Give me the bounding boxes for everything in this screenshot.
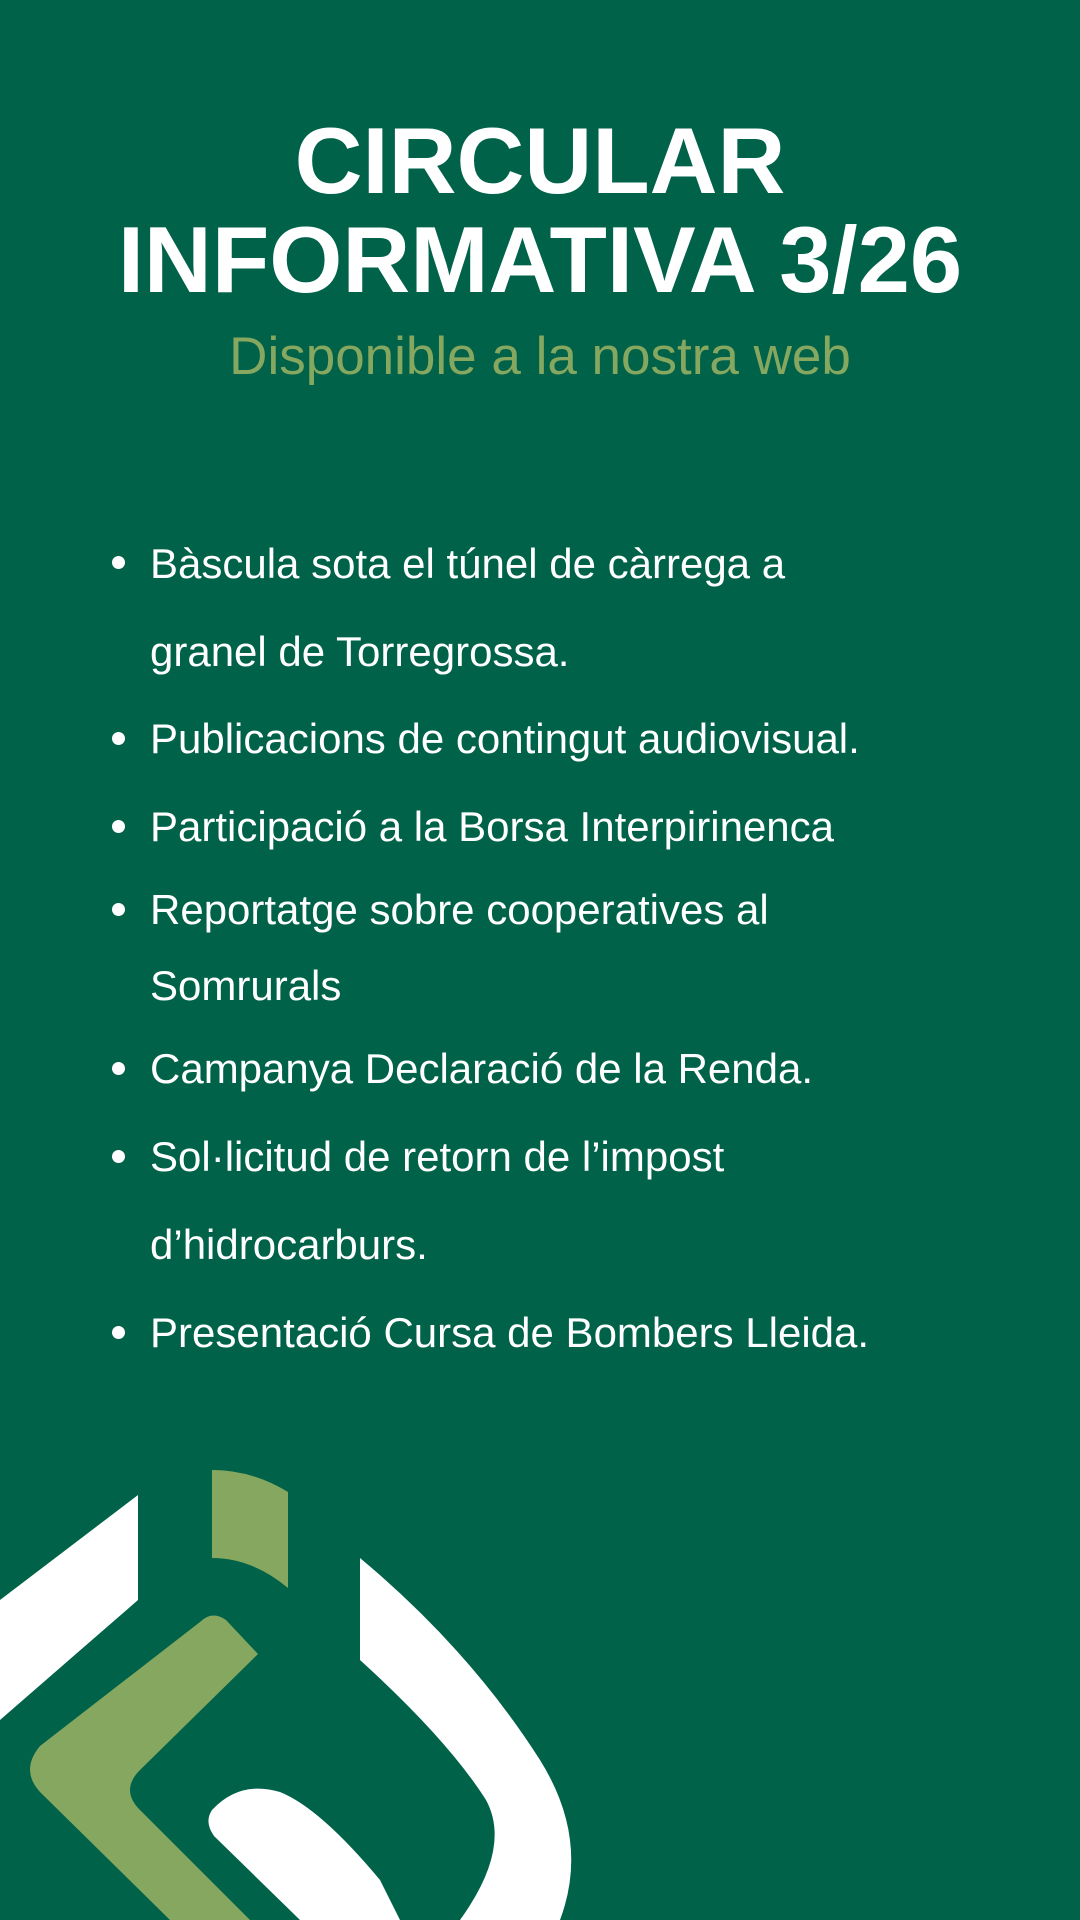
- list-item-line: d’hidrocarburs.: [150, 1221, 428, 1268]
- bullet-icon: [112, 1062, 125, 1075]
- list-item-line: Sol·licitud de retorn de l’impost: [150, 1133, 725, 1180]
- list-item-line: Publicacions de contingut audiovisual.: [150, 715, 860, 762]
- list-item-line: Campanya Declaració de la Renda.: [150, 1045, 814, 1092]
- cooperative-leaf-logo-icon: [0, 1440, 600, 1920]
- list-item: [150, 711, 1030, 767]
- bullet-icon: [112, 732, 125, 745]
- list-item: [150, 799, 1030, 855]
- logo-right-white-shape: [360, 1558, 571, 1920]
- bullet-icon: [112, 820, 125, 833]
- list-item: [150, 536, 1030, 680]
- list-item-line: granel de Torregrossa.: [150, 628, 570, 675]
- bullet-icon: [112, 1150, 125, 1163]
- list-item-line: Somrurals: [150, 962, 342, 1009]
- list-item-line: Reportatge sobre cooperatives al: [150, 886, 769, 933]
- list-item-line: Participació a la Borsa Interpirinenca: [150, 803, 835, 850]
- list-item: [150, 1305, 1030, 1361]
- logo-white-drop-shape: [208, 1789, 400, 1920]
- list-item: [150, 1041, 1030, 1097]
- title-line-1: CIRCULAR: [294, 108, 786, 213]
- subtitle: Disponible a la nostra web: [229, 327, 851, 386]
- bullet-icon: [112, 556, 125, 569]
- logo-green-leaf-shape: [212, 1470, 288, 1588]
- title-line-2: INFORMATIVA 3/26: [117, 207, 963, 312]
- list-item: [150, 882, 1030, 1014]
- list-item: [150, 1129, 1030, 1273]
- bullet-icon: [112, 903, 125, 916]
- list-item-line: Presentació Cursa de Bombers Lleida.: [150, 1309, 870, 1356]
- list-item-line: Bàscula sota el túnel de càrrega a: [150, 540, 786, 587]
- bullet-icon: [112, 1326, 125, 1339]
